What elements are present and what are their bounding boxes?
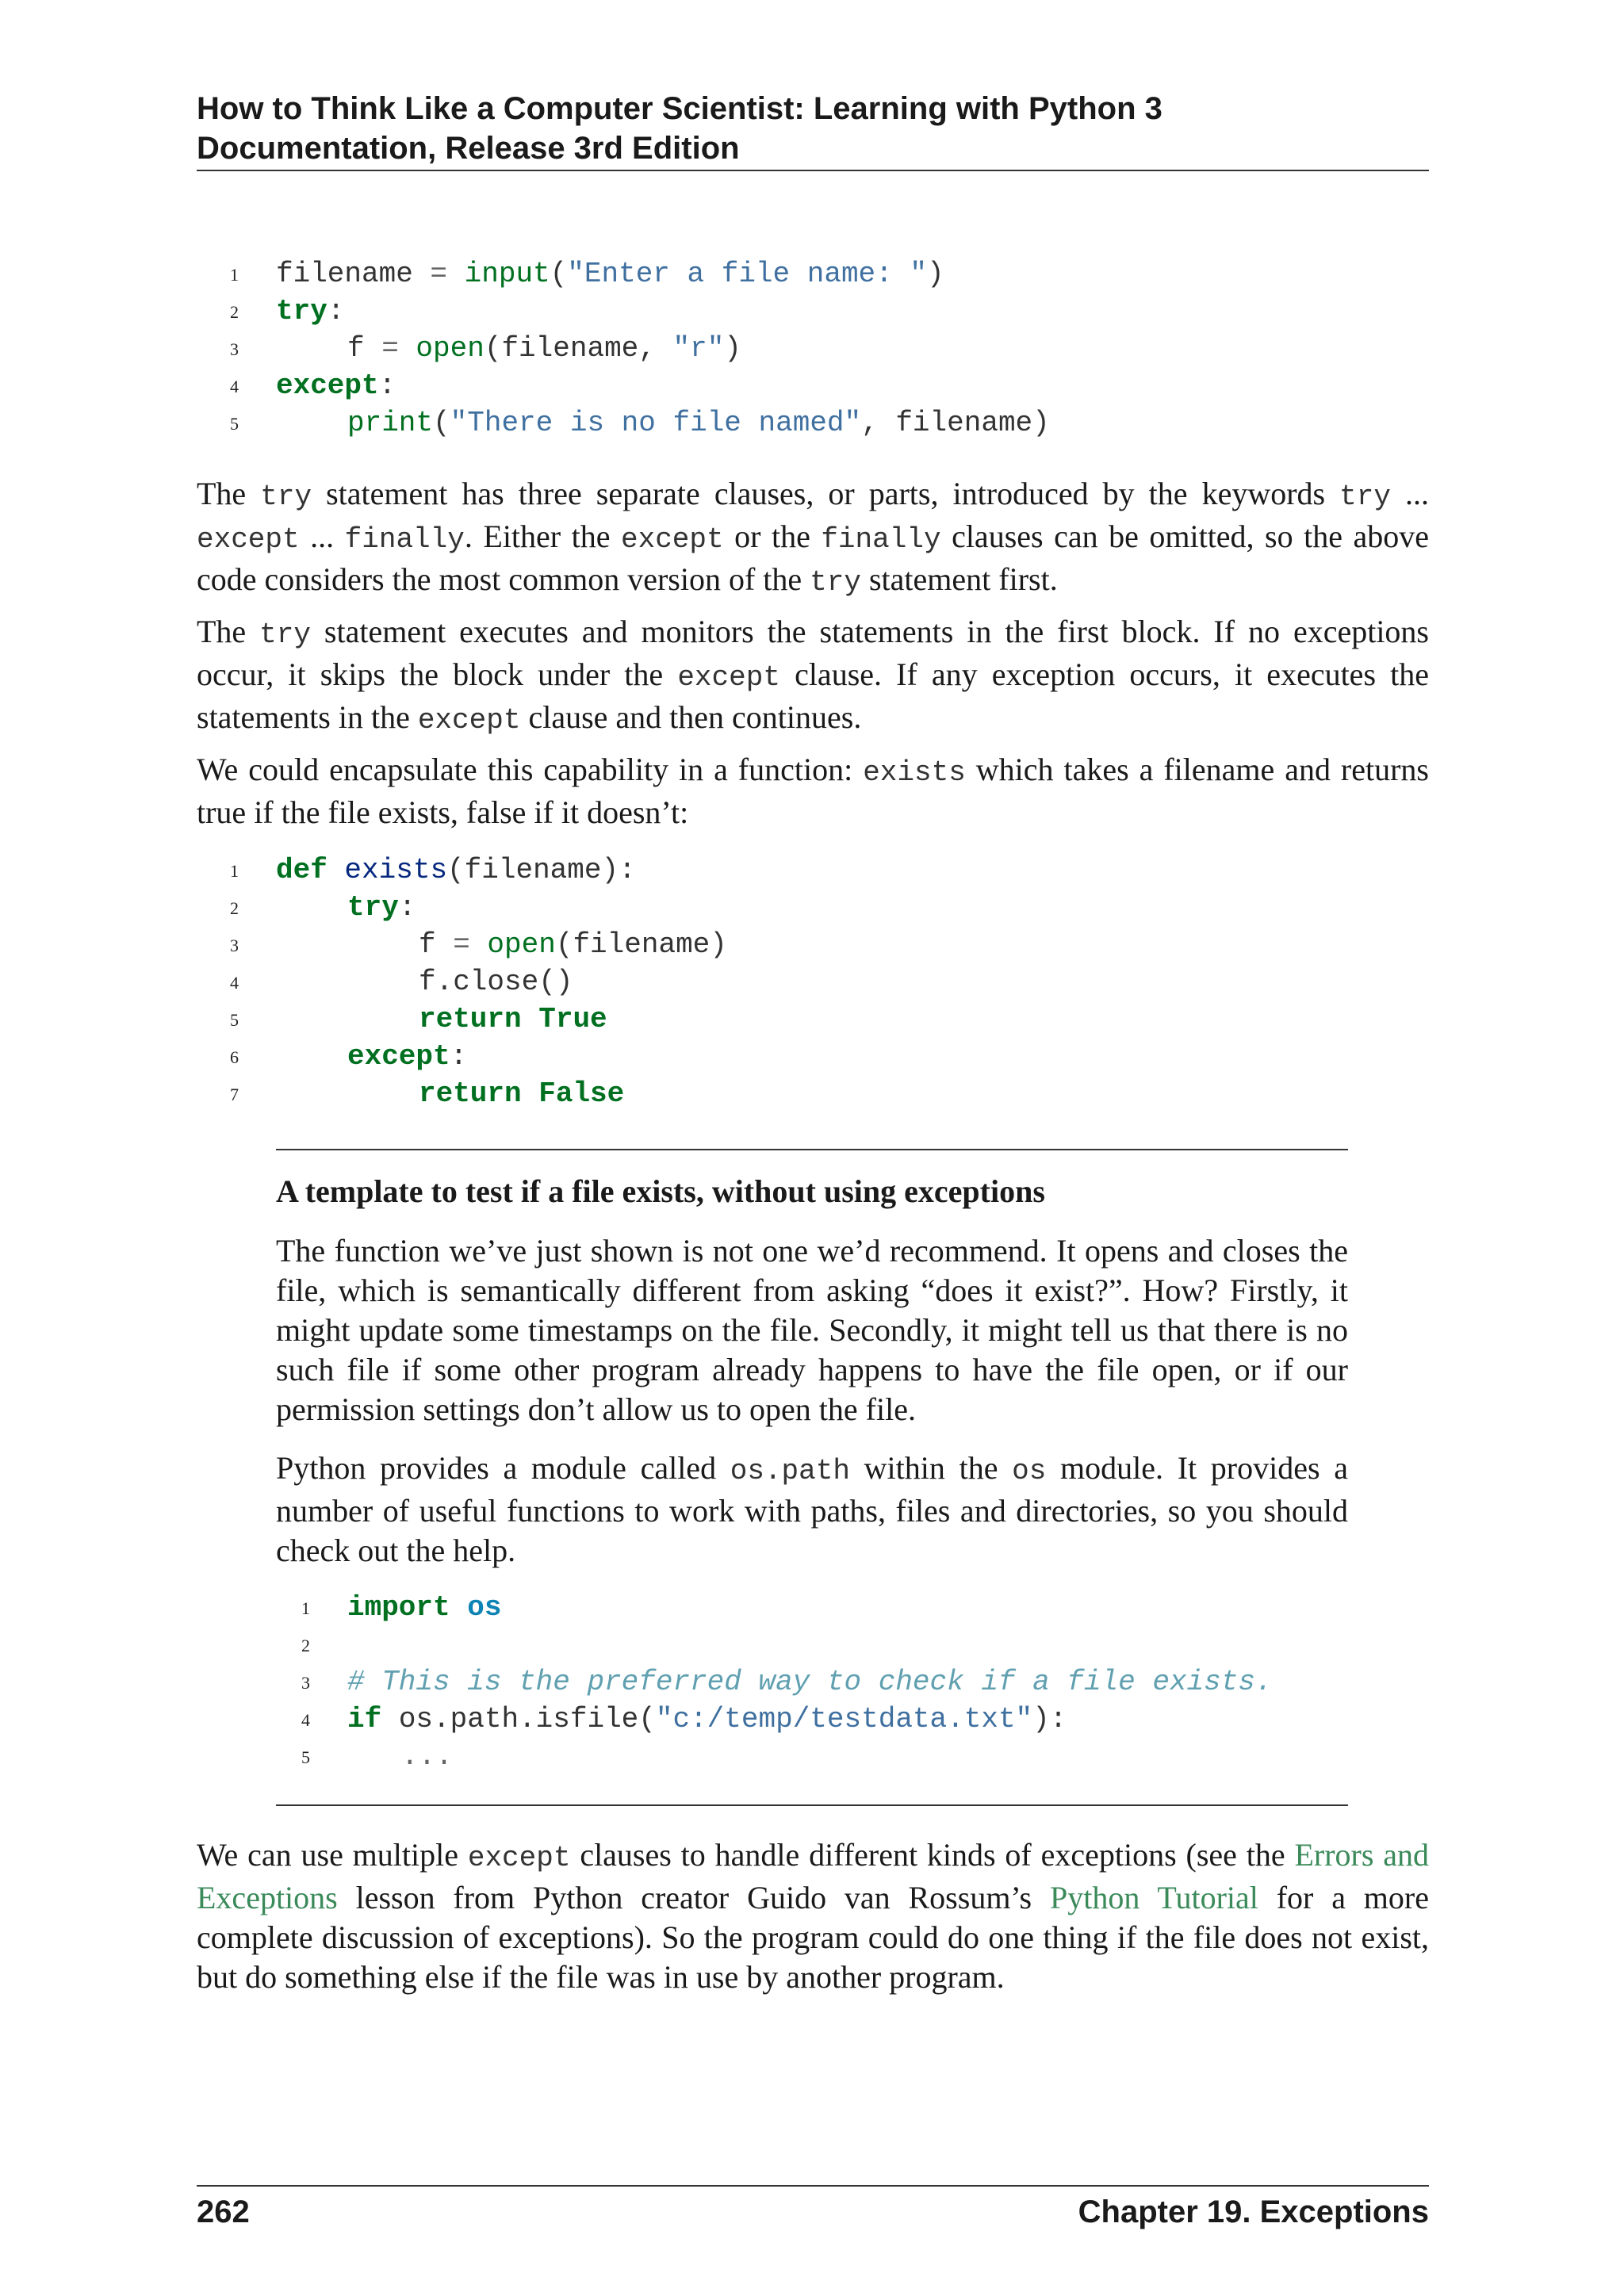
line-number: 1 bbox=[230, 861, 239, 881]
text: . Either the bbox=[464, 519, 621, 554]
code-token: "r" bbox=[672, 332, 725, 365]
code-token: : bbox=[450, 1040, 468, 1073]
line-number: 1 bbox=[301, 1598, 310, 1618]
code-token: True bbox=[538, 1003, 607, 1035]
inline-code: finally bbox=[821, 523, 941, 556]
code-line bbox=[276, 367, 396, 404]
line-number: 3 bbox=[230, 339, 239, 359]
text: statement first. bbox=[860, 561, 1058, 597]
line-number: 4 bbox=[230, 973, 239, 993]
code-token: : bbox=[378, 369, 396, 402]
inline-code: os bbox=[1012, 1455, 1047, 1487]
text: which takes a filename and returns true if the file exists, false if it doesn’t: bbox=[197, 752, 1429, 830]
code-token: input bbox=[464, 258, 550, 290]
text: clause and then continues. bbox=[520, 699, 862, 735]
topic-bottom-rule bbox=[276, 1804, 1348, 1806]
code-token: return bbox=[419, 1003, 522, 1035]
text: statement executes and monitors the statements in the first block. If no exceptions occur, it skips the block under the bbox=[197, 614, 1429, 692]
line-number: 2 bbox=[230, 302, 239, 322]
code-line bbox=[276, 851, 636, 889]
text: for a more complete discussion of exceptions). So the program could do one thing if the file does not exist, but do something else if the file was in use by another program. bbox=[197, 1880, 1429, 1995]
topic-paragraph-2 bbox=[276, 1448, 1348, 1571]
code-token: # This is the preferred way to check if a file exists. bbox=[347, 1666, 1273, 1698]
code-token: "There is no file named" bbox=[450, 407, 862, 439]
code-token: (filename): bbox=[447, 854, 636, 886]
code-block-os-path bbox=[301, 1589, 1348, 1779]
paragraph-multiple-except bbox=[197, 1835, 1429, 1997]
code-token: def bbox=[276, 854, 327, 886]
text: clauses to handle different kinds of exceptions (see the bbox=[570, 1837, 1295, 1873]
text: lesson from Python creator Guido van Rossum’s bbox=[337, 1880, 1050, 1915]
topic-top-rule bbox=[276, 1149, 1348, 1150]
line-number: 3 bbox=[301, 1673, 310, 1693]
code-block-open-file bbox=[230, 255, 1419, 446]
line-number: 7 bbox=[230, 1085, 239, 1104]
inline-code: except bbox=[621, 523, 724, 556]
code-token: ( bbox=[550, 258, 568, 290]
code-token: if bbox=[347, 1703, 382, 1735]
text: ... bbox=[299, 519, 345, 554]
page-number: 262 bbox=[197, 2195, 250, 2229]
code-token: os bbox=[467, 1591, 502, 1624]
inline-code: finally bbox=[344, 523, 465, 556]
text: The bbox=[197, 614, 260, 649]
code-token: = bbox=[364, 332, 416, 365]
line-number: 5 bbox=[230, 414, 239, 434]
topic-title: A template to test if a file exists, without using exceptions bbox=[276, 1173, 1045, 1209]
text: We can use multiple bbox=[197, 1837, 468, 1873]
code-block-exists-function bbox=[230, 851, 1419, 1121]
inline-code: except bbox=[467, 1842, 571, 1874]
inline-code: try bbox=[260, 480, 312, 513]
paragraph-encapsulate bbox=[197, 750, 1429, 832]
code-line bbox=[401, 1738, 453, 1775]
text: clause. If any exception occurs, it executes the statements in the bbox=[197, 656, 1430, 735]
inline-code: try bbox=[259, 618, 311, 651]
code-token: : bbox=[398, 891, 416, 924]
line-number: 5 bbox=[301, 1747, 310, 1767]
text: Python provides a module called bbox=[276, 1450, 730, 1486]
paragraph-try-clauses bbox=[197, 474, 1429, 603]
code-token: (filename, bbox=[484, 332, 673, 365]
line-number: 1 bbox=[230, 265, 239, 285]
code-line bbox=[419, 963, 573, 1001]
line-number: 2 bbox=[230, 898, 239, 918]
code-line bbox=[347, 1663, 1273, 1701]
code-token: exists bbox=[344, 854, 448, 886]
code-token: ): bbox=[1032, 1703, 1067, 1735]
code-line bbox=[347, 1589, 501, 1626]
inline-code: exists bbox=[863, 756, 966, 789]
header-title-line-2: Documentation, Release 3rd Edition bbox=[197, 131, 740, 166]
code-line bbox=[347, 889, 416, 926]
text: module. It provides a number of useful functions to work with paths, files and directories, so you should check out the help. bbox=[276, 1450, 1348, 1568]
inline-code: except bbox=[677, 661, 780, 694]
inline-code: except bbox=[417, 704, 521, 737]
text: or the bbox=[723, 519, 822, 554]
line-number: 3 bbox=[230, 936, 239, 955]
text: statement has three separate clauses, or parts, introduced by the keywords bbox=[312, 476, 1340, 511]
code-token: = bbox=[435, 928, 488, 961]
code-token: ... bbox=[401, 1740, 453, 1773]
code-token: f bbox=[347, 332, 365, 365]
code-token: ) bbox=[926, 258, 944, 290]
code-token: ( bbox=[433, 407, 450, 439]
chapter-title: Chapter 19. Exceptions bbox=[1078, 2195, 1429, 2229]
code-token: : bbox=[327, 295, 345, 327]
code-token: False bbox=[538, 1077, 625, 1110]
footer-rule bbox=[197, 2185, 1429, 2187]
code-token: except bbox=[347, 1040, 450, 1073]
line-number: 4 bbox=[230, 377, 239, 396]
code-token: open bbox=[487, 928, 556, 961]
text: within the bbox=[849, 1450, 1013, 1486]
code-line bbox=[347, 1038, 467, 1075]
code-token: filename bbox=[276, 258, 413, 290]
text: ... bbox=[1390, 476, 1430, 511]
code-token: (filename) bbox=[555, 928, 727, 961]
inline-code: os.path bbox=[730, 1455, 850, 1487]
code-token: = bbox=[412, 258, 465, 290]
code-line bbox=[347, 330, 741, 367]
code-token: ) bbox=[724, 332, 741, 365]
running-header bbox=[197, 89, 1434, 168]
header-title-line-1: How to Think Like a Computer Scientist: Learning with Python 3 bbox=[197, 91, 1162, 126]
code-token: import bbox=[347, 1591, 450, 1624]
code-token: open bbox=[416, 332, 485, 365]
code-token: print bbox=[347, 407, 434, 439]
python-tutorial-link[interactable]: Python Tutorial bbox=[1049, 1880, 1258, 1915]
code-token: except bbox=[276, 369, 379, 402]
code-line bbox=[419, 1001, 607, 1038]
line-number: 6 bbox=[230, 1047, 239, 1067]
code-line bbox=[347, 404, 1050, 442]
code-line bbox=[276, 293, 344, 330]
code-token: try bbox=[276, 295, 327, 327]
topic-paragraph-1: The function we’ve just shown is not one we’d recommend. It opens and closes the file, which is semantically different from asking “does it exist?”. How? Firstly, it might update some timestamps on the file. Secondly, it might tell us that there is no such file if some other program already happens to have the file open, or if our permission settings don’t allow us to open the file. bbox=[276, 1233, 1348, 1427]
line-number: 2 bbox=[301, 1636, 310, 1655]
code-token: try bbox=[347, 891, 399, 924]
code-token: , filename) bbox=[861, 407, 1050, 439]
code-token: return bbox=[419, 1077, 522, 1110]
errors-and-exceptions-link[interactable]: Errors and Exceptions bbox=[197, 1837, 1430, 1915]
inline-code: except bbox=[197, 523, 300, 556]
code-line bbox=[419, 1075, 624, 1112]
code-line bbox=[276, 255, 944, 293]
inline-code: try bbox=[1339, 480, 1391, 513]
code-token: f.close() bbox=[419, 966, 573, 998]
code-token: "Enter a file name: " bbox=[567, 258, 927, 290]
line-number: 5 bbox=[230, 1010, 239, 1030]
code-token: os.path.isfile( bbox=[381, 1703, 656, 1735]
text: The bbox=[197, 476, 261, 511]
header-rule bbox=[197, 170, 1429, 171]
code-line bbox=[347, 1701, 1067, 1738]
code-token: f bbox=[419, 928, 436, 961]
code-line bbox=[419, 926, 727, 963]
text: clauses can be omitted, so the above code considers the most common version of the bbox=[197, 519, 1430, 597]
code-token: "c:/temp/testdata.txt" bbox=[655, 1703, 1033, 1735]
inline-code: try bbox=[810, 566, 861, 599]
line-number: 4 bbox=[301, 1710, 310, 1730]
text: We could encapsulate this capability in a function: bbox=[197, 752, 864, 787]
paragraph-try-executes bbox=[197, 612, 1429, 740]
